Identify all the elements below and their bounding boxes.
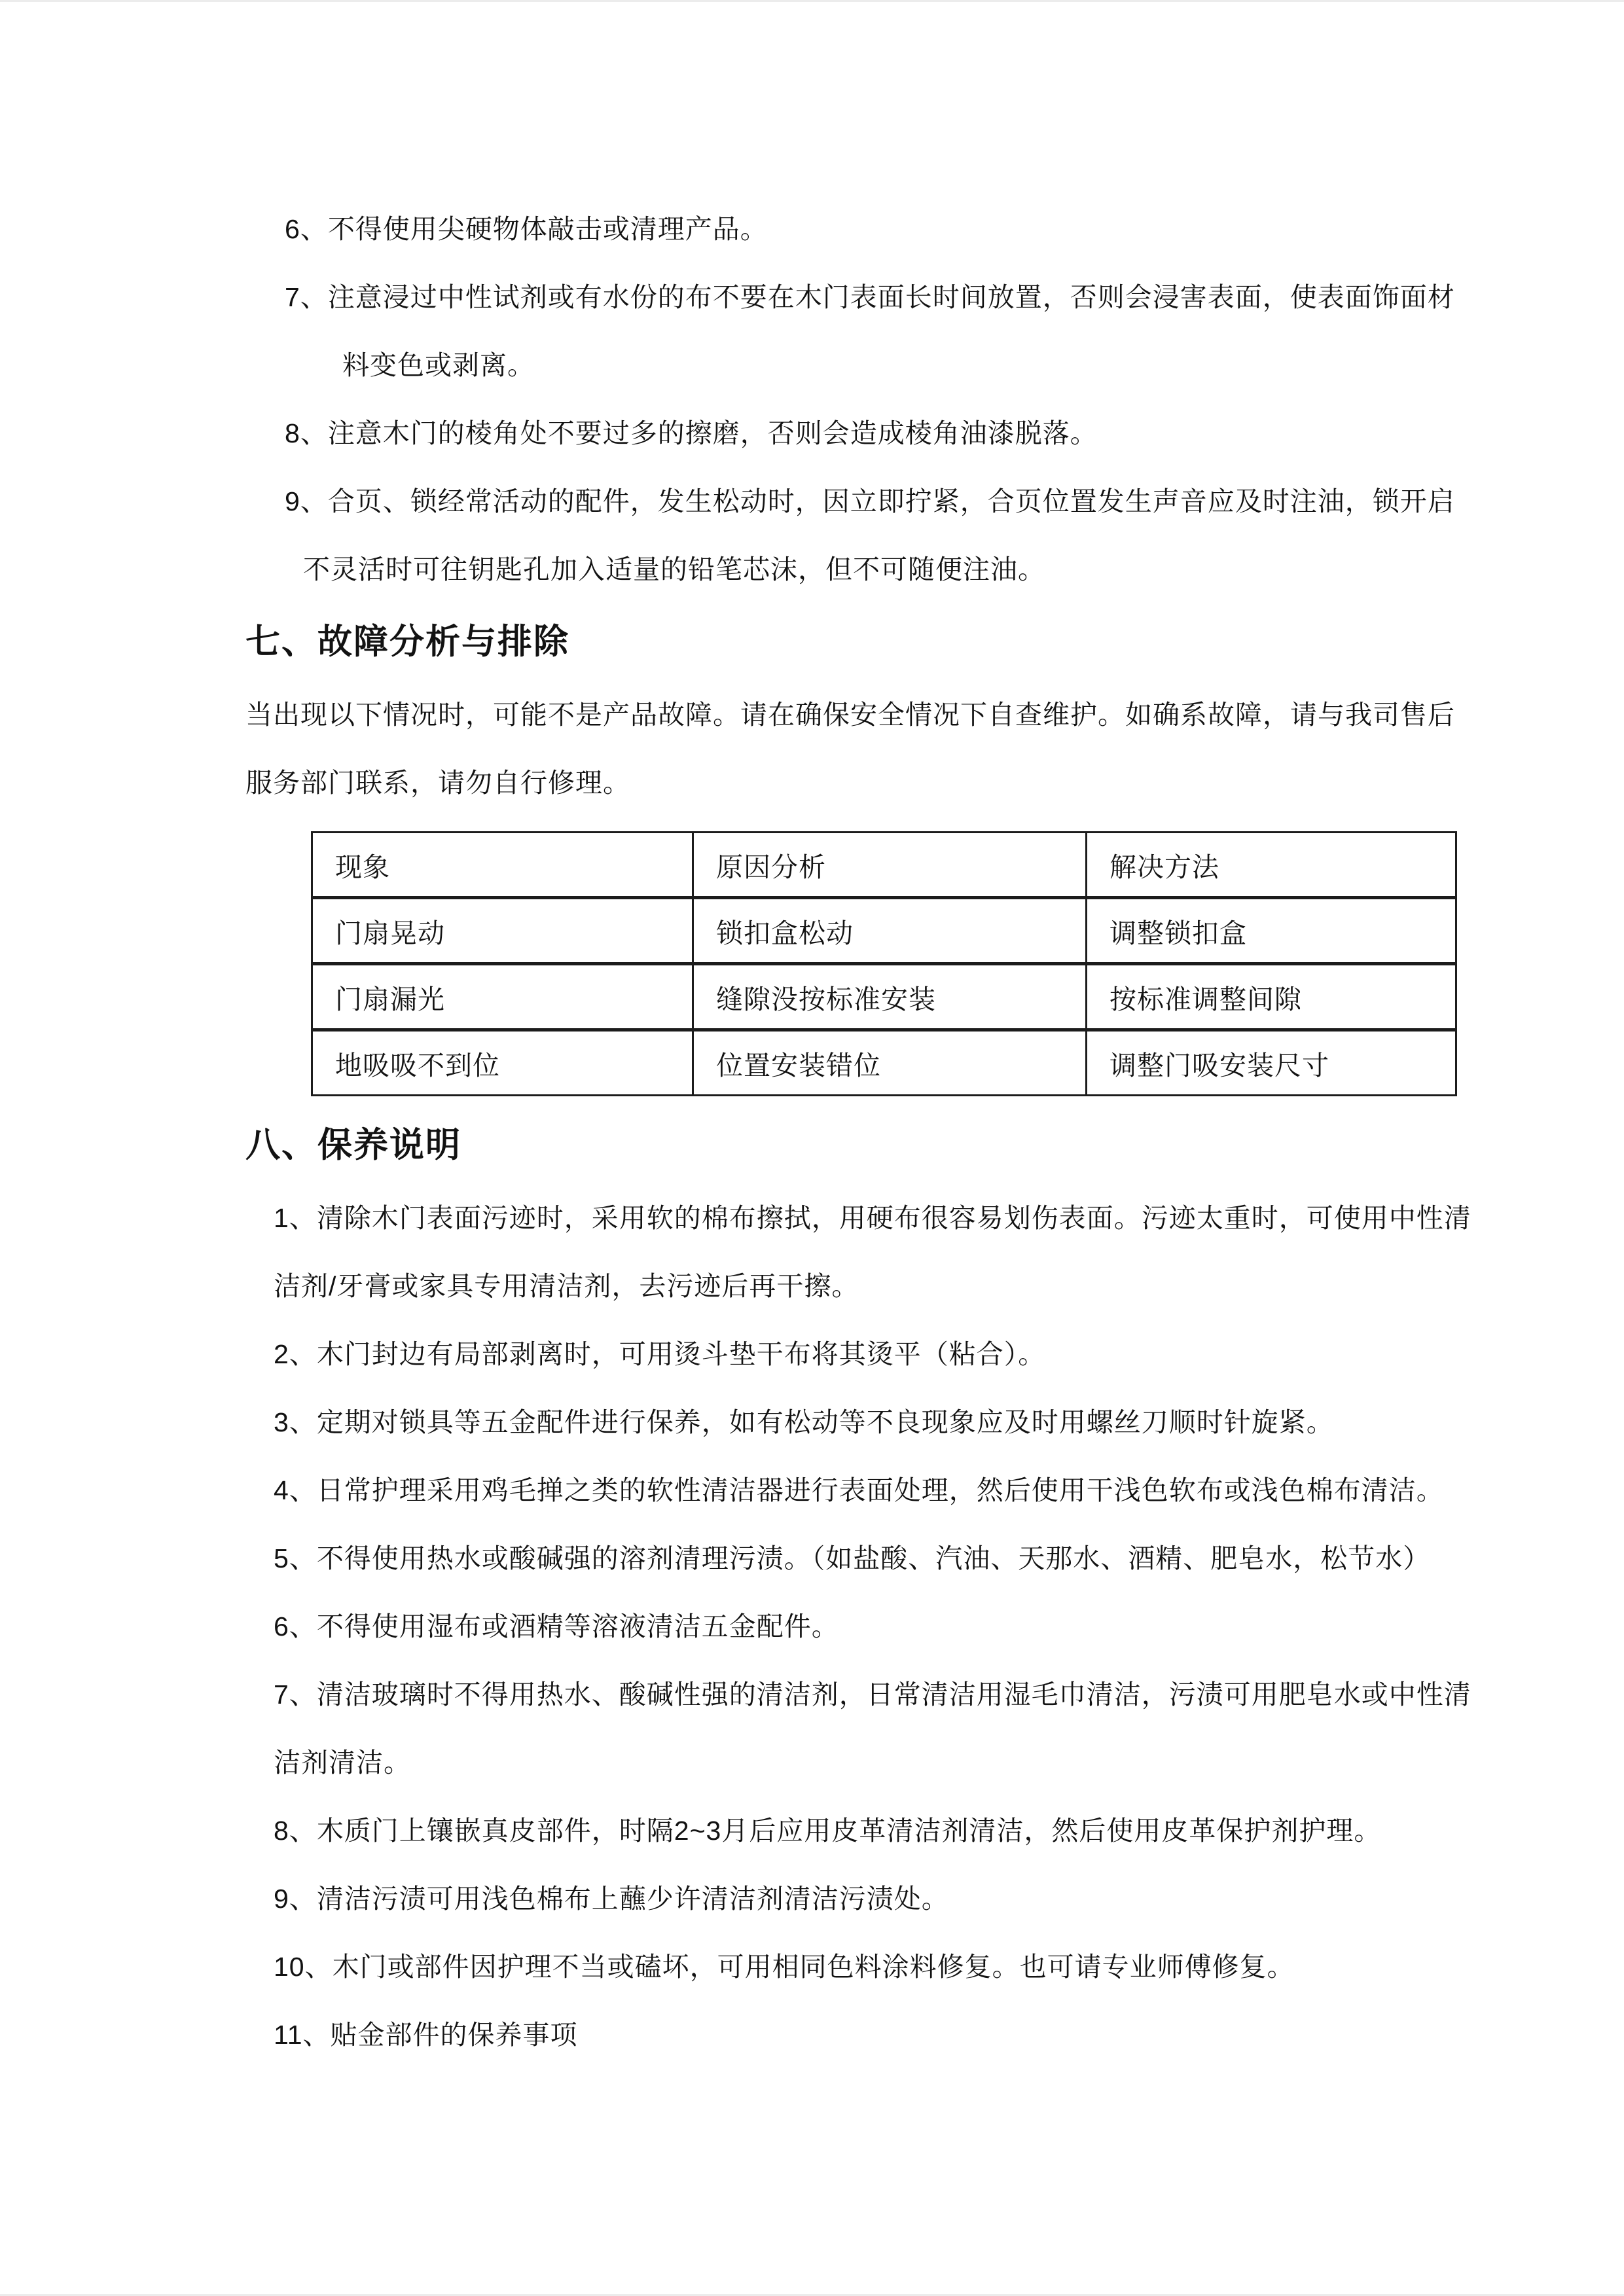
item-text: 贴金部件的保养事项 <box>330 2020 578 2050</box>
list-item <box>245 1865 1513 1933</box>
item-line <box>274 1184 1513 1252</box>
table-row <box>312 898 1456 964</box>
table-cell: 门扇晃动 <box>312 898 693 964</box>
item-number: 8、 <box>274 1816 317 1846</box>
item-line <box>274 1320 1513 1388</box>
item-number: 4、 <box>274 1475 317 1505</box>
item-text: 不得使用热水或酸碱强的溶剂清理污渍。（如盐酸、汽油、天那水、酒精、肥皂水，松节水） <box>316 1543 1431 1573</box>
item-number: 9、 <box>285 486 328 516</box>
care-list <box>245 1184 1513 2069</box>
item-line: 洁剂/牙膏或家具专用清洁剂，去污迹后再干擦。 <box>274 1271 859 1301</box>
item-text: 注意木门的棱角处不要过多的擦磨，否则会造成棱角油漆脱落。 <box>327 418 1098 448</box>
section-7-heading: 七、故障分析与排除 <box>245 622 569 661</box>
item-line <box>274 2001 1513 2069</box>
item-number: 8、 <box>285 418 328 448</box>
fault-table <box>311 831 1457 1096</box>
item-number: 5、 <box>274 1543 317 1573</box>
paragraph-line: 服务部门联系，请勿自行修理。 <box>245 768 630 798</box>
item-line: 洁剂清洁。 <box>274 1748 411 1778</box>
item-line <box>274 1388 1513 1456</box>
table-row <box>312 964 1456 1030</box>
item-text: 清洁玻璃时不得用热水、酸碱性强的清洁剂，日常清洁用湿毛巾清洁，污渍可用肥皂水或中性清 <box>316 1679 1471 1710</box>
item-text: 注意浸过中性试剂或有水份的布不要在木门表面长时间放置，否则会浸害表面，使表面饰面材 <box>327 282 1455 312</box>
table-cell: 门扇漏光 <box>312 964 693 1030</box>
list-item <box>245 399 1513 467</box>
table-row <box>312 1030 1456 1096</box>
table-cell: 调整锁扣盒 <box>1087 898 1456 964</box>
item-number: 10、 <box>274 1952 333 1982</box>
item-number: 6、 <box>285 214 328 244</box>
item-line <box>285 467 1513 535</box>
table-header-row <box>312 833 1456 898</box>
list-item <box>245 1660 1513 1797</box>
item-number: 11、 <box>274 2020 331 2050</box>
item-line <box>274 1524 1513 1592</box>
item-line <box>274 1456 1513 1524</box>
table-cell: 缝隙没按标准安装 <box>693 964 1087 1030</box>
item-number: 1、 <box>274 1203 317 1233</box>
item-line <box>285 195 1513 263</box>
list-item <box>245 1184 1513 1320</box>
item-line <box>274 1592 1513 1660</box>
item-text: 不得使用尖硬物体敲击或清理产品。 <box>327 214 768 244</box>
item-text: 不得使用湿布或酒精等溶液清洁五金配件。 <box>316 1611 839 1641</box>
list-item <box>245 467 1513 603</box>
item-text: 木门封边有局部剥离时，可用烫斗垫干布将其烫平（粘合）。 <box>316 1339 1046 1369</box>
item-line: 不灵活时可往钥匙孔加入适量的铅笔芯沫，但不可随便注油。 <box>303 554 1045 584</box>
list-item <box>245 1933 1513 2001</box>
item-line <box>274 1933 1513 2001</box>
table-cell: 地吸吸不到位 <box>312 1030 693 1096</box>
item-number: 2、 <box>274 1339 317 1369</box>
item-number: 9、 <box>274 1884 317 1914</box>
table-header-cell: 现象 <box>312 833 693 898</box>
table-cell: 锁扣盒松动 <box>693 898 1087 964</box>
list-item <box>245 195 1513 263</box>
list-item <box>245 263 1513 399</box>
item-number: 7、 <box>285 282 328 312</box>
list-item <box>245 1456 1513 1524</box>
item-text: 清除木门表面污迹时，采用软的棉布擦拭，用硬布很容易划伤表面。污迹太重时，可使用中性清 <box>316 1203 1471 1233</box>
table-cell: 位置安装错位 <box>693 1030 1087 1096</box>
section-7-intro <box>245 681 1513 817</box>
item-line <box>285 399 1513 467</box>
intro-list <box>245 195 1513 603</box>
item-number: 3、 <box>274 1407 317 1437</box>
item-line <box>274 1797 1513 1865</box>
section-8-heading: 八、保养说明 <box>245 1126 461 1164</box>
list-item <box>245 1524 1513 1592</box>
item-text: 日常护理采用鸡毛掸之类的软性清洁器进行表面处理，然后使用干浅色软布或浅色棉布清洁。 <box>316 1475 1444 1505</box>
table-header-cell: 解决方法 <box>1087 833 1456 898</box>
item-line <box>274 1660 1513 1729</box>
list-item <box>245 1592 1513 1660</box>
table-header-cell: 原因分析 <box>693 833 1087 898</box>
table-cell: 按标准调整间隙 <box>1087 964 1456 1030</box>
list-item <box>245 1388 1513 1456</box>
item-line: 料变色或剥离。 <box>342 350 535 380</box>
item-line <box>285 263 1513 331</box>
list-item <box>245 1320 1513 1388</box>
item-text: 木门或部件因护理不当或磕坏，可用相同色料涂料修复。也可请专业师傅修复。 <box>332 1952 1295 1982</box>
list-item <box>245 2001 1513 2069</box>
item-text: 合页、锁经常活动的配件，发生松动时，因立即拧紧，合页位置发生声音应及时注油，锁开启 <box>327 486 1455 516</box>
item-number: 7、 <box>274 1679 317 1710</box>
item-text: 木质门上镶嵌真皮部件，时隔2~3月后应用皮革清洁剂清洁，然后使用皮革保护剂护理。 <box>316 1816 1382 1846</box>
table-cell: 调整门吸安装尺寸 <box>1087 1030 1456 1096</box>
item-number: 6、 <box>274 1611 317 1641</box>
list-item <box>245 1797 1513 1865</box>
paragraph-line: 当出现以下情况时，可能不是产品故障。请在确保安全情况下自查维护。如确系故障，请与我司售后 <box>245 700 1455 730</box>
item-text: 清洁污渍可用浅色棉布上蘸少许清洁剂清洁污渍处。 <box>316 1884 949 1914</box>
item-line <box>274 1865 1513 1933</box>
item-text: 定期对锁具等五金配件进行保养，如有松动等不良现象应及时用螺丝刀顺时针旋紧。 <box>316 1407 1334 1437</box>
